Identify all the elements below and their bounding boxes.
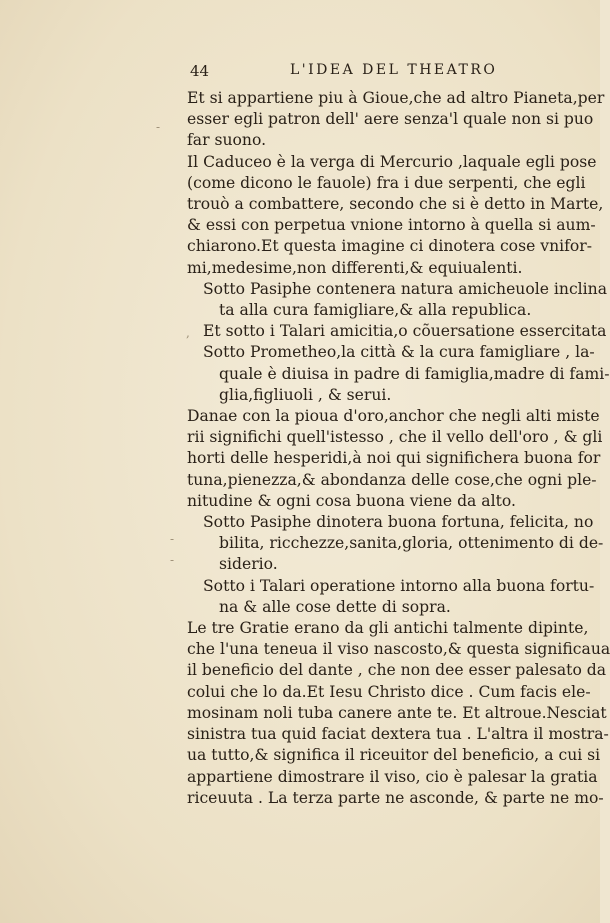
- text-line: chiarono.Et questa imagine ci dinotera cose vnifor-: [187, 237, 592, 256]
- text-line: ta alla cura famigliare,& alla republica.: [219, 301, 532, 320]
- text-line: Sotto Pasiphe dinotera buona fortuna, felicita, no: [203, 513, 594, 532]
- margin-mark: -: [170, 553, 175, 567]
- margin-mark: -: [156, 120, 161, 134]
- text-line: rii significhi quell'istesso , che il vello dell'oro , & gli: [187, 428, 603, 447]
- text-line: Sotto i Talari operatione intorno alla buona fortu-: [203, 576, 595, 595]
- running-title: L'IDEA DEL THEATRO: [290, 62, 498, 78]
- page-number: 44: [190, 62, 210, 80]
- page-header: [190, 62, 570, 86]
- text-line: tuna,pienezza,& abondanza delle cose,che ogni ple-: [187, 470, 597, 489]
- text-line: na & alle cose dette di sopra.: [219, 597, 451, 616]
- text-line: glia,figliuoli , & serui.: [219, 385, 392, 404]
- text-line: quale è diuisa in padre di famiglia,madre di fami-: [219, 364, 610, 383]
- text-line: Sotto Prometheo,la città & la cura famigliare , la-: [203, 343, 595, 362]
- text-line: far suono.: [187, 131, 267, 150]
- text-line: appartiene dimostrare il viso, cio è palesar la gratia: [187, 767, 598, 786]
- text-line: & essi con perpetua vnione intorno à quella si aum-: [187, 216, 596, 235]
- text-line: colui che lo da.Et Iesu Christo dice . Cum facis ele-: [187, 682, 591, 701]
- margin-mark: -: [170, 532, 175, 546]
- text-line: nitudine & ogni cosa buona viene da alto.: [187, 491, 516, 510]
- text-line: Et si appartiene piu à Gioue,che ad altro Pianeta,per: [187, 89, 605, 107]
- text-line: trouò a combattere, secondo che si è detto in Marte,: [187, 195, 604, 214]
- text-line: sinistra tua quid faciat dextera tua . L'altra il mostra-: [187, 725, 609, 744]
- text-line: ua tutto,& significa il riceuitor del beneficio, a cui si: [187, 746, 601, 765]
- text-line: bilita, ricchezze,sanita,gloria, ottenimento di de-: [219, 534, 604, 553]
- text-line: esser egli patron dell' aere senza'l quale non si puo: [187, 110, 594, 129]
- text-line: il beneficio del dante , che non dee esser palesato da: [187, 661, 607, 680]
- text-line: Et sotto i Talari amicitia,o cõuersatione essercitata: [203, 322, 607, 341]
- text-line: Il Caduceo è la verga di Mercurio ,laquale egli pose: [187, 152, 597, 171]
- margin-mark: ,: [186, 326, 190, 340]
- text-line: Danae con la pioua d'oro,anchor che negli alti miste: [187, 407, 600, 426]
- text-line: horti delle hesperidi,à noi qui significhera buona for: [187, 449, 601, 468]
- body-text: [187, 88, 610, 809]
- text-line: mi,medesime,non differenti,& equiualenti.: [187, 258, 523, 277]
- text-line: che l'una teneua il viso nascosto,& questa significaua: [187, 640, 610, 659]
- text-line: Sotto Pasiphe contenera natura amicheuole inclina: [203, 279, 607, 298]
- text-line: siderio.: [219, 555, 278, 574]
- text-line: mosinam noli tuba canere ante te. Et altroue.Nesciat: [187, 703, 607, 722]
- text-line: riceuuta . La terza parte ne asconde, & parte ne mo-: [187, 788, 604, 807]
- text-line: (come dicono le fauole) fra i due serpenti, che egli: [187, 173, 586, 192]
- text-line: Le tre Gratie erano da gli antichi talmente dipinte,: [187, 619, 589, 638]
